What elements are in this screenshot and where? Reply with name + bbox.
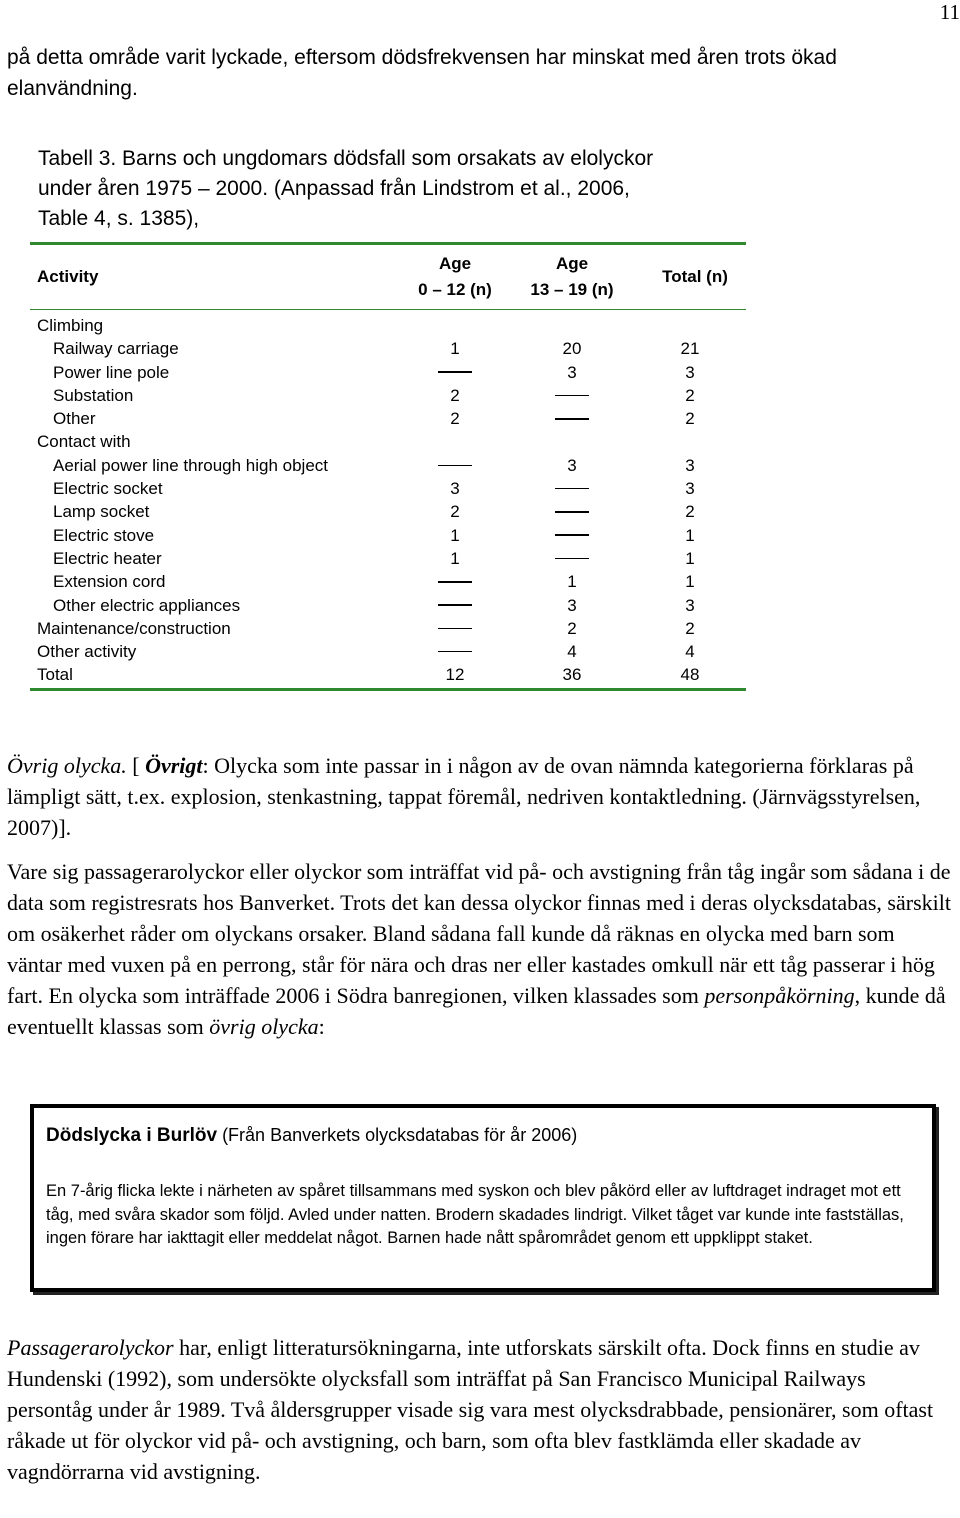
row-total: 3	[685, 362, 695, 382]
header-age-13-19	[512, 245, 632, 309]
table-row	[30, 337, 746, 360]
row-age-13-19: 1	[567, 572, 577, 592]
dash-none	[438, 465, 472, 467]
term-personpakorning: personpåkörning	[704, 983, 855, 1008]
table-row	[30, 663, 746, 686]
row-age-13-19	[512, 407, 632, 430]
incident-title	[46, 1125, 577, 1147]
dash-none	[555, 395, 589, 397]
row-activity: Other	[53, 409, 96, 429]
row-total: 4	[685, 642, 695, 662]
table-row	[30, 314, 746, 337]
table-row	[30, 454, 746, 477]
intro-paragraph: på detta område varit lyckade, eftersom dödsfrekvensen har minskat med åren trots ökad elanvändning.	[7, 46, 837, 100]
dash-none	[555, 511, 589, 513]
table-header	[30, 245, 746, 309]
table-row	[30, 407, 746, 430]
dash-none	[555, 488, 589, 490]
row-age-13-19: 20	[562, 339, 582, 359]
table-row	[30, 617, 746, 640]
definition-reference: (Järnvägsstyrelsen, 2007)].	[7, 784, 921, 840]
row-age-13-19	[512, 500, 632, 523]
dash-none	[555, 418, 589, 420]
caption-line: under åren 1975 – 2000. (Anpassad från Lindstrom et al., 2006,	[38, 177, 630, 200]
row-total: 1	[685, 525, 695, 545]
table-row	[30, 500, 746, 523]
definition-text: : Olycka som inte passar in i någon av de ovan nämnda kategorierna förklaras på lämpligt sätt, t.ex. explosion, stenkastning, tappat föremål, nedriven kontaktledning.	[7, 753, 914, 809]
row-age-0-12	[395, 594, 515, 617]
table-row	[30, 524, 746, 547]
row-activity: Aerial power line through high object	[53, 455, 329, 475]
table-caption	[38, 144, 798, 234]
incident-description: En 7-årig flicka lekte i närheten av spåret tillsammans med syskon och blev påkörd eller av luftdraget indraget mot ett tåg, med svåra skador som följd. Avled under natten. Brodern skadades lindrigt. Vilket tåget var kunde inte fastställas, ingen förare har iakttagit eller meddelat något. Barnen hade nått spårområdet genom ett uppklippt staket.	[46, 1182, 904, 1247]
row-total: 3	[685, 455, 695, 475]
row-age-13-19: 3	[567, 362, 577, 382]
header-age-0-12	[395, 245, 515, 309]
row-activity: Contact with	[37, 432, 131, 452]
row-total: 2	[685, 409, 695, 429]
table-row	[30, 477, 746, 500]
row-total: 2	[685, 618, 695, 638]
row-age-0-12: 2	[450, 502, 460, 522]
dash-none	[438, 581, 472, 583]
bracket-open: [	[126, 753, 140, 778]
row-age-0-12	[395, 640, 515, 663]
dash-none	[555, 558, 589, 560]
paragraph-text: :	[318, 1014, 325, 1039]
row-age-0-12	[395, 454, 515, 477]
row-activity: Total	[37, 665, 73, 685]
row-total: 3	[685, 479, 695, 499]
term-ovrig-olycka: övrig olycka	[209, 1014, 319, 1039]
dash-none	[438, 628, 472, 630]
vare-sig-paragraph	[7, 856, 952, 1042]
row-age-13-19: 3	[567, 455, 577, 475]
incident-box	[30, 1104, 936, 1292]
header-activity: Activity	[37, 267, 99, 286]
incident-title-source: (Från Banverkets olycksdatabas för år 2006)	[217, 1125, 578, 1145]
row-total: 3	[685, 595, 695, 615]
table-body	[30, 310, 746, 688]
row-age-0-12: 1	[450, 339, 460, 359]
dash-none	[438, 604, 472, 606]
row-activity: Lamp socket	[53, 502, 150, 522]
page-number: 11	[939, 0, 960, 24]
header-age-range: 13 – 19 (n)	[530, 280, 614, 299]
row-activity: Substation	[53, 385, 134, 405]
table-row	[30, 430, 746, 453]
ovrig-olycka-paragraph	[7, 750, 952, 843]
table-row	[30, 547, 746, 570]
row-age-13-19	[512, 547, 632, 570]
row-age-13-19: 4	[567, 642, 577, 662]
row-activity: Electric stove	[53, 525, 155, 545]
dash-none	[438, 651, 472, 653]
row-age-0-12: 2	[450, 409, 460, 429]
row-age-0-12: 2	[450, 385, 460, 405]
table-row	[30, 361, 746, 384]
row-total: 2	[685, 385, 695, 405]
table-bottom-rule	[30, 688, 746, 691]
row-activity: Electric heater	[53, 548, 162, 568]
row-age-0-12: 3	[450, 479, 460, 499]
row-activity: Power line pole	[53, 362, 170, 382]
term-passagerarolyckor: Passagerarolyckor	[7, 1335, 174, 1360]
row-age-0-12: 12	[445, 665, 465, 685]
accident-table	[30, 242, 746, 691]
row-age-13-19: 36	[562, 665, 582, 685]
row-total: 1	[685, 572, 695, 592]
row-age-0-12	[395, 617, 515, 640]
passagerarolyckor-paragraph	[7, 1332, 952, 1487]
row-total: 2	[685, 502, 695, 522]
row-total: 21	[680, 339, 700, 359]
row-activity: Other electric appliances	[53, 595, 241, 615]
row-age-13-19	[512, 477, 632, 500]
table-row	[30, 570, 746, 593]
table-row	[30, 384, 746, 407]
row-activity: Other activity	[37, 642, 137, 662]
definition-term: Övrigt	[145, 753, 203, 778]
row-total: 48	[680, 665, 700, 685]
row-activity: Electric socket	[53, 479, 163, 499]
row-age-13-19: 2	[567, 618, 577, 638]
row-age-0-12	[395, 570, 515, 593]
incident-title-bold: Dödslycka i Burlöv	[46, 1125, 218, 1146]
row-activity: Maintenance/construction	[37, 618, 231, 638]
row-age-0-12	[395, 361, 515, 384]
header-age-label: Age	[438, 254, 472, 273]
header-total: Total (n)	[662, 267, 728, 286]
table-row	[30, 594, 746, 617]
caption-line: Tabell 3. Barns och ungdomars dödsfall som orsakats av elolyckor	[38, 147, 654, 170]
row-age-13-19	[512, 524, 632, 547]
row-age-13-19	[512, 384, 632, 407]
row-age-0-12: 1	[450, 525, 460, 545]
row-age-13-19: 3	[567, 595, 577, 615]
paragraph-text: Vare sig passagerarolyckor eller olyckor som inträffat vid på- och avstigning från tåg ingår som sådana i de data som registresrats hos Banverket. Trots det kan dessa olyckor finnas med i deras olycksdatabas, särskilt om osäkerhet råder om olyckans orsaker. Bland sådana fall kunde då räknas en olycka med barn som väntar med vuxen på en perrong, står för nära och dras ner eller kastades omkull när ett tåg passerar i hög fart. En olycka som inträffade 2006 i Södra banregionen, vilken klassades som	[7, 859, 951, 1008]
term-ovrig-olycka: Övrig olycka.	[7, 753, 127, 778]
dash-none	[555, 534, 589, 536]
paragraph-text: har, enligt litteratursökningarna, inte utforskats särskilt ofta. Dock finns en studie av Hundenski (1992), som undersökte olycksfall som inträffat på San Francisco Municipal Railways persontåg under år 1989. Två åldersgrupper visade sig vara mest olycksdrabbade, pensionärer, som oftast råkade ut för olyckor vid på- och avstigning, och barn, som ofta blev fastklämda eller skadade av vagndörrarna vid avstigning.	[7, 1335, 934, 1484]
dash-none	[438, 371, 472, 373]
caption-line: Table 4, s. 1385),	[38, 207, 200, 230]
table-row	[30, 640, 746, 663]
row-age-0-12: 1	[450, 548, 460, 568]
row-activity: Railway carriage	[53, 339, 179, 359]
header-age-range: 0 – 12 (n)	[418, 280, 492, 299]
row-activity: Climbing	[37, 316, 104, 335]
header-age-label: Age	[555, 254, 589, 273]
row-total: 1	[685, 548, 695, 568]
row-activity: Extension cord	[53, 572, 166, 592]
paragraph-text: , kunde då eventuellt klassas som	[7, 983, 946, 1039]
